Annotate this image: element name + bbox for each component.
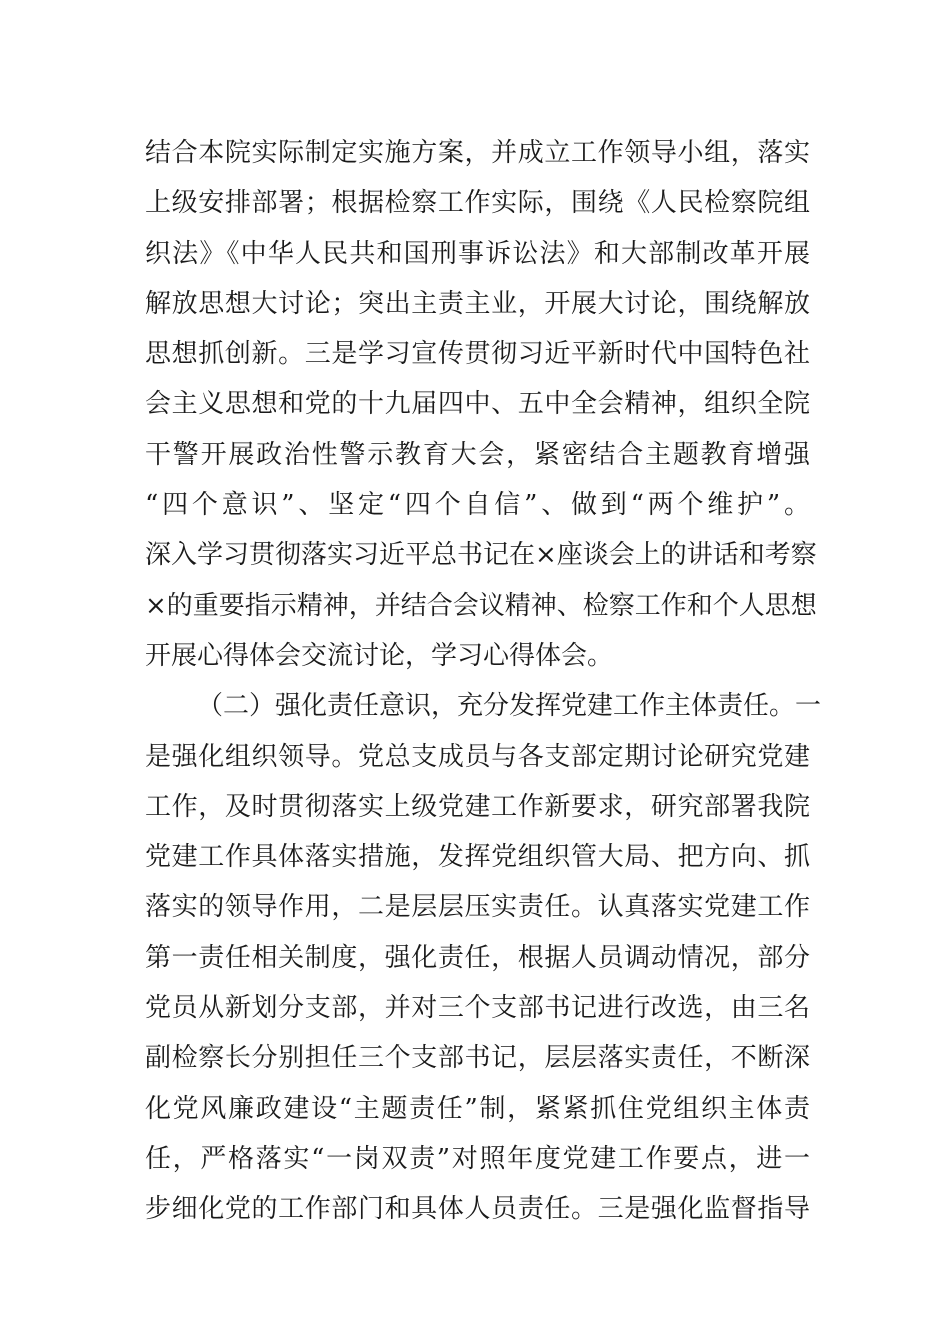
text-line: 解放思想大讨论；突出主责主业，开展大讨论，围绕解放 [145, 288, 810, 319]
text-line: 结合本院实际制定实施方案，并成立工作领导小组，落实 [145, 138, 810, 168]
text-line: 任，严格落实“一岗双责”对照年度党建工作要点，进一 [145, 1143, 810, 1174]
text-line: 干警开展政治性警示教育大会，紧密结合主题教育增强 [145, 439, 810, 470]
paragraph-last-line: 开展心得体会交流讨论，学习心得体会。 [145, 640, 614, 671]
text-line: 落实的领导作用，二是层层压实责任。认真落实党建工作 [145, 892, 810, 923]
text-line: 织法》《中华人民共和国刑事诉讼法》和大部制改革开展 [145, 238, 810, 269]
text-line: 副检察长分别担任三个支部书记，层层落实责任，不断深 [145, 1043, 810, 1074]
paragraph-first-line: （二）强化责任意识，充分发挥党建工作主体责任。一 [197, 691, 822, 722]
text-line: 上级安排部署；根据检察工作实际，围绕《人民检察院组 [145, 188, 810, 219]
text-line: 第一责任相关制度，强化责任，根据人员调动情况，部分 [145, 942, 810, 973]
text-line: 步细化党的工作部门和具体人员责任。三是强化监督指导 [145, 1194, 810, 1225]
text-line: “四个意识”、坚定“四个自信”、做到“两个维护”。 [145, 490, 810, 521]
text-line: ×的重要指示精神，并结合会议精神、检察工作和个人思想 [145, 590, 817, 621]
text-line: 是强化组织领导。党总支成员与各支部定期讨论研究党建 [145, 741, 810, 772]
text-line: 化党风廉政建设“主题责任”制，紧紧抓住党组织主体责 [145, 1093, 810, 1124]
document-body [145, 128, 822, 1235]
text-line: 会主义思想和党的十九届四中、五中全会精神，组织全院 [145, 389, 810, 420]
text-line: 党员从新划分支部，并对三个支部书记进行改选，由三名 [145, 993, 810, 1024]
text-line: 党建工作具体落实措施，发挥党组织管大局、把方向、抓 [145, 842, 810, 873]
text-line: 工作，及时贯彻落实上级党建工作新要求，研究部署我院 [145, 791, 810, 822]
text-line: 深入学习贯彻落实习近平总书记在×座谈会上的讲话和考察 [145, 540, 817, 571]
text-line: 思想抓创新。三是学习宣传贯彻习近平新时代中国特色社 [145, 339, 810, 370]
